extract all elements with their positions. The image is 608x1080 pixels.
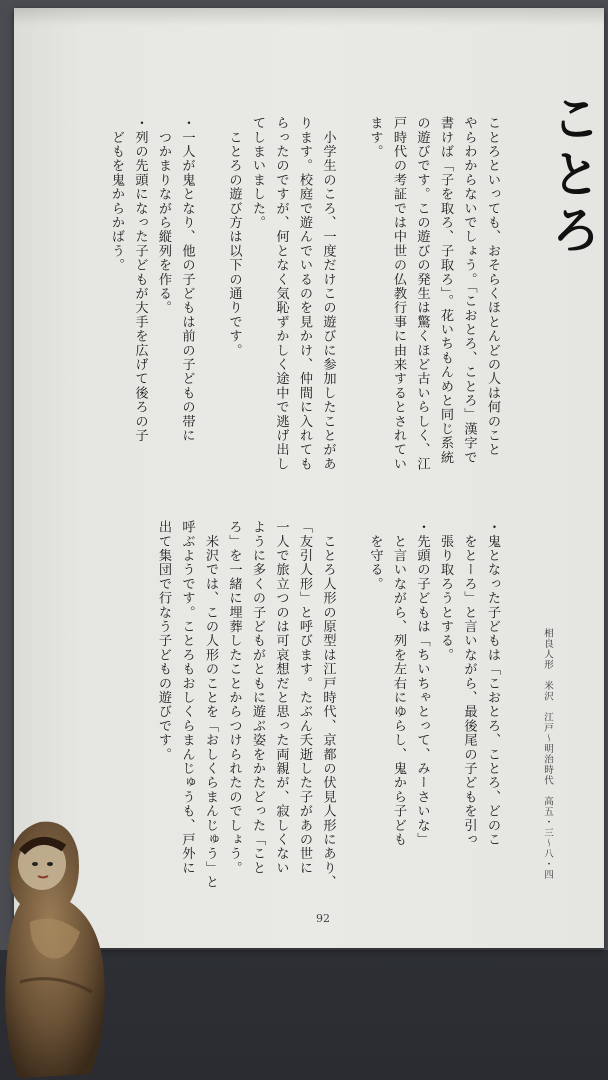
text-column: てしまいました。 — [250, 116, 265, 230]
body-text-top — [74, 116, 504, 536]
text-column: どもを鬼からかばう。 — [109, 116, 124, 273]
text-column: ・先頭の子どもは「ちいちゃとって、みーさいな」 — [414, 520, 430, 847]
text-column — [340, 520, 364, 900]
text-column: ろ」を一緒に埋葬したことからつけられたのでしょう。 — [226, 520, 242, 875]
text-column: 書けば「子を取ろ、子取ろ」。花いちもんめと同じ系統 — [438, 116, 453, 465]
body-text-bottom — [84, 520, 504, 900]
text-column: ります。校庭で遊んでいるのを見かけ、仲間に入れても — [297, 116, 312, 471]
text-column: 呼ぶようです。ことろもおしくらまんじゅうも、戸外に — [179, 520, 195, 875]
text-column: と言いながら、列を左右にゆらし、鬼から子ども — [391, 520, 406, 847]
text-column: ように多くの子どもがともに遊ぶ姿をかたどった「こと — [250, 520, 265, 875]
text-column: らったのですが、何となく気恥ずかしく途中で逃げ出し — [273, 116, 289, 471]
text-column: やらわからないでしょう。「こおとろ、ことろ」漢字で — [461, 116, 477, 465]
text-column — [340, 116, 364, 536]
text-column: ます。 — [367, 116, 383, 159]
text-column: をとーろ」と言いながら、最後尾の子どもを引っ — [461, 520, 477, 847]
text-column: 米沢では、この人形のことを「おしくらまんじゅう」と — [203, 520, 218, 890]
text-column — [199, 116, 223, 536]
text-column: 戸時代の考証では中世の仏教行事に由来するとされてい — [391, 116, 406, 471]
page-title: ことろ — [543, 92, 601, 260]
page-shadow — [14, 8, 604, 26]
text-column: ・鬼となった子どもは「こおとろ、ことろ、どのこ — [485, 520, 500, 847]
text-column: ことろの遊び方は以下の通りです。 — [226, 116, 242, 358]
photo-caption: 相良人形 米沢 江戸〜明治時代 高五・三〜八・四 — [542, 628, 553, 880]
text-column: ・一人が鬼となり、他の子どもは前の子どもの帯に — [179, 116, 195, 443]
text-column: 出て集団で行なう子どもの遊びです。 — [156, 520, 171, 762]
text-column: つかまりながら縦列を作る。 — [156, 116, 171, 315]
text-column: を守る。 — [367, 520, 383, 591]
book-page — [14, 8, 604, 948]
text-column: 張り取ろうとする。 — [438, 520, 453, 662]
text-column: ことろといっても、おそらくほとんどの人は何のこと — [485, 116, 500, 457]
clay-doll-figurine — [0, 812, 112, 1080]
text-column: 一人で旅立つのは可哀想だと思った両親が、寂しくない — [273, 520, 289, 875]
text-column: ・列の先頭になった子どもが大手を広げて後ろの子 — [132, 116, 148, 443]
text-column: の遊びです。この遊びの発生は驚くほど古いらしく、江 — [414, 116, 430, 471]
text-column: 小学生のころ、一度だけこの遊びに参加したことがあ — [320, 116, 336, 471]
text-column: ことろ人形の原型は江戸時代、京都の伏見人形にあり、 — [320, 520, 336, 890]
page-number: 92 — [316, 912, 330, 925]
text-column: 「友引人形」と呼びます。たぶん夭逝した子があの世に — [297, 520, 312, 875]
